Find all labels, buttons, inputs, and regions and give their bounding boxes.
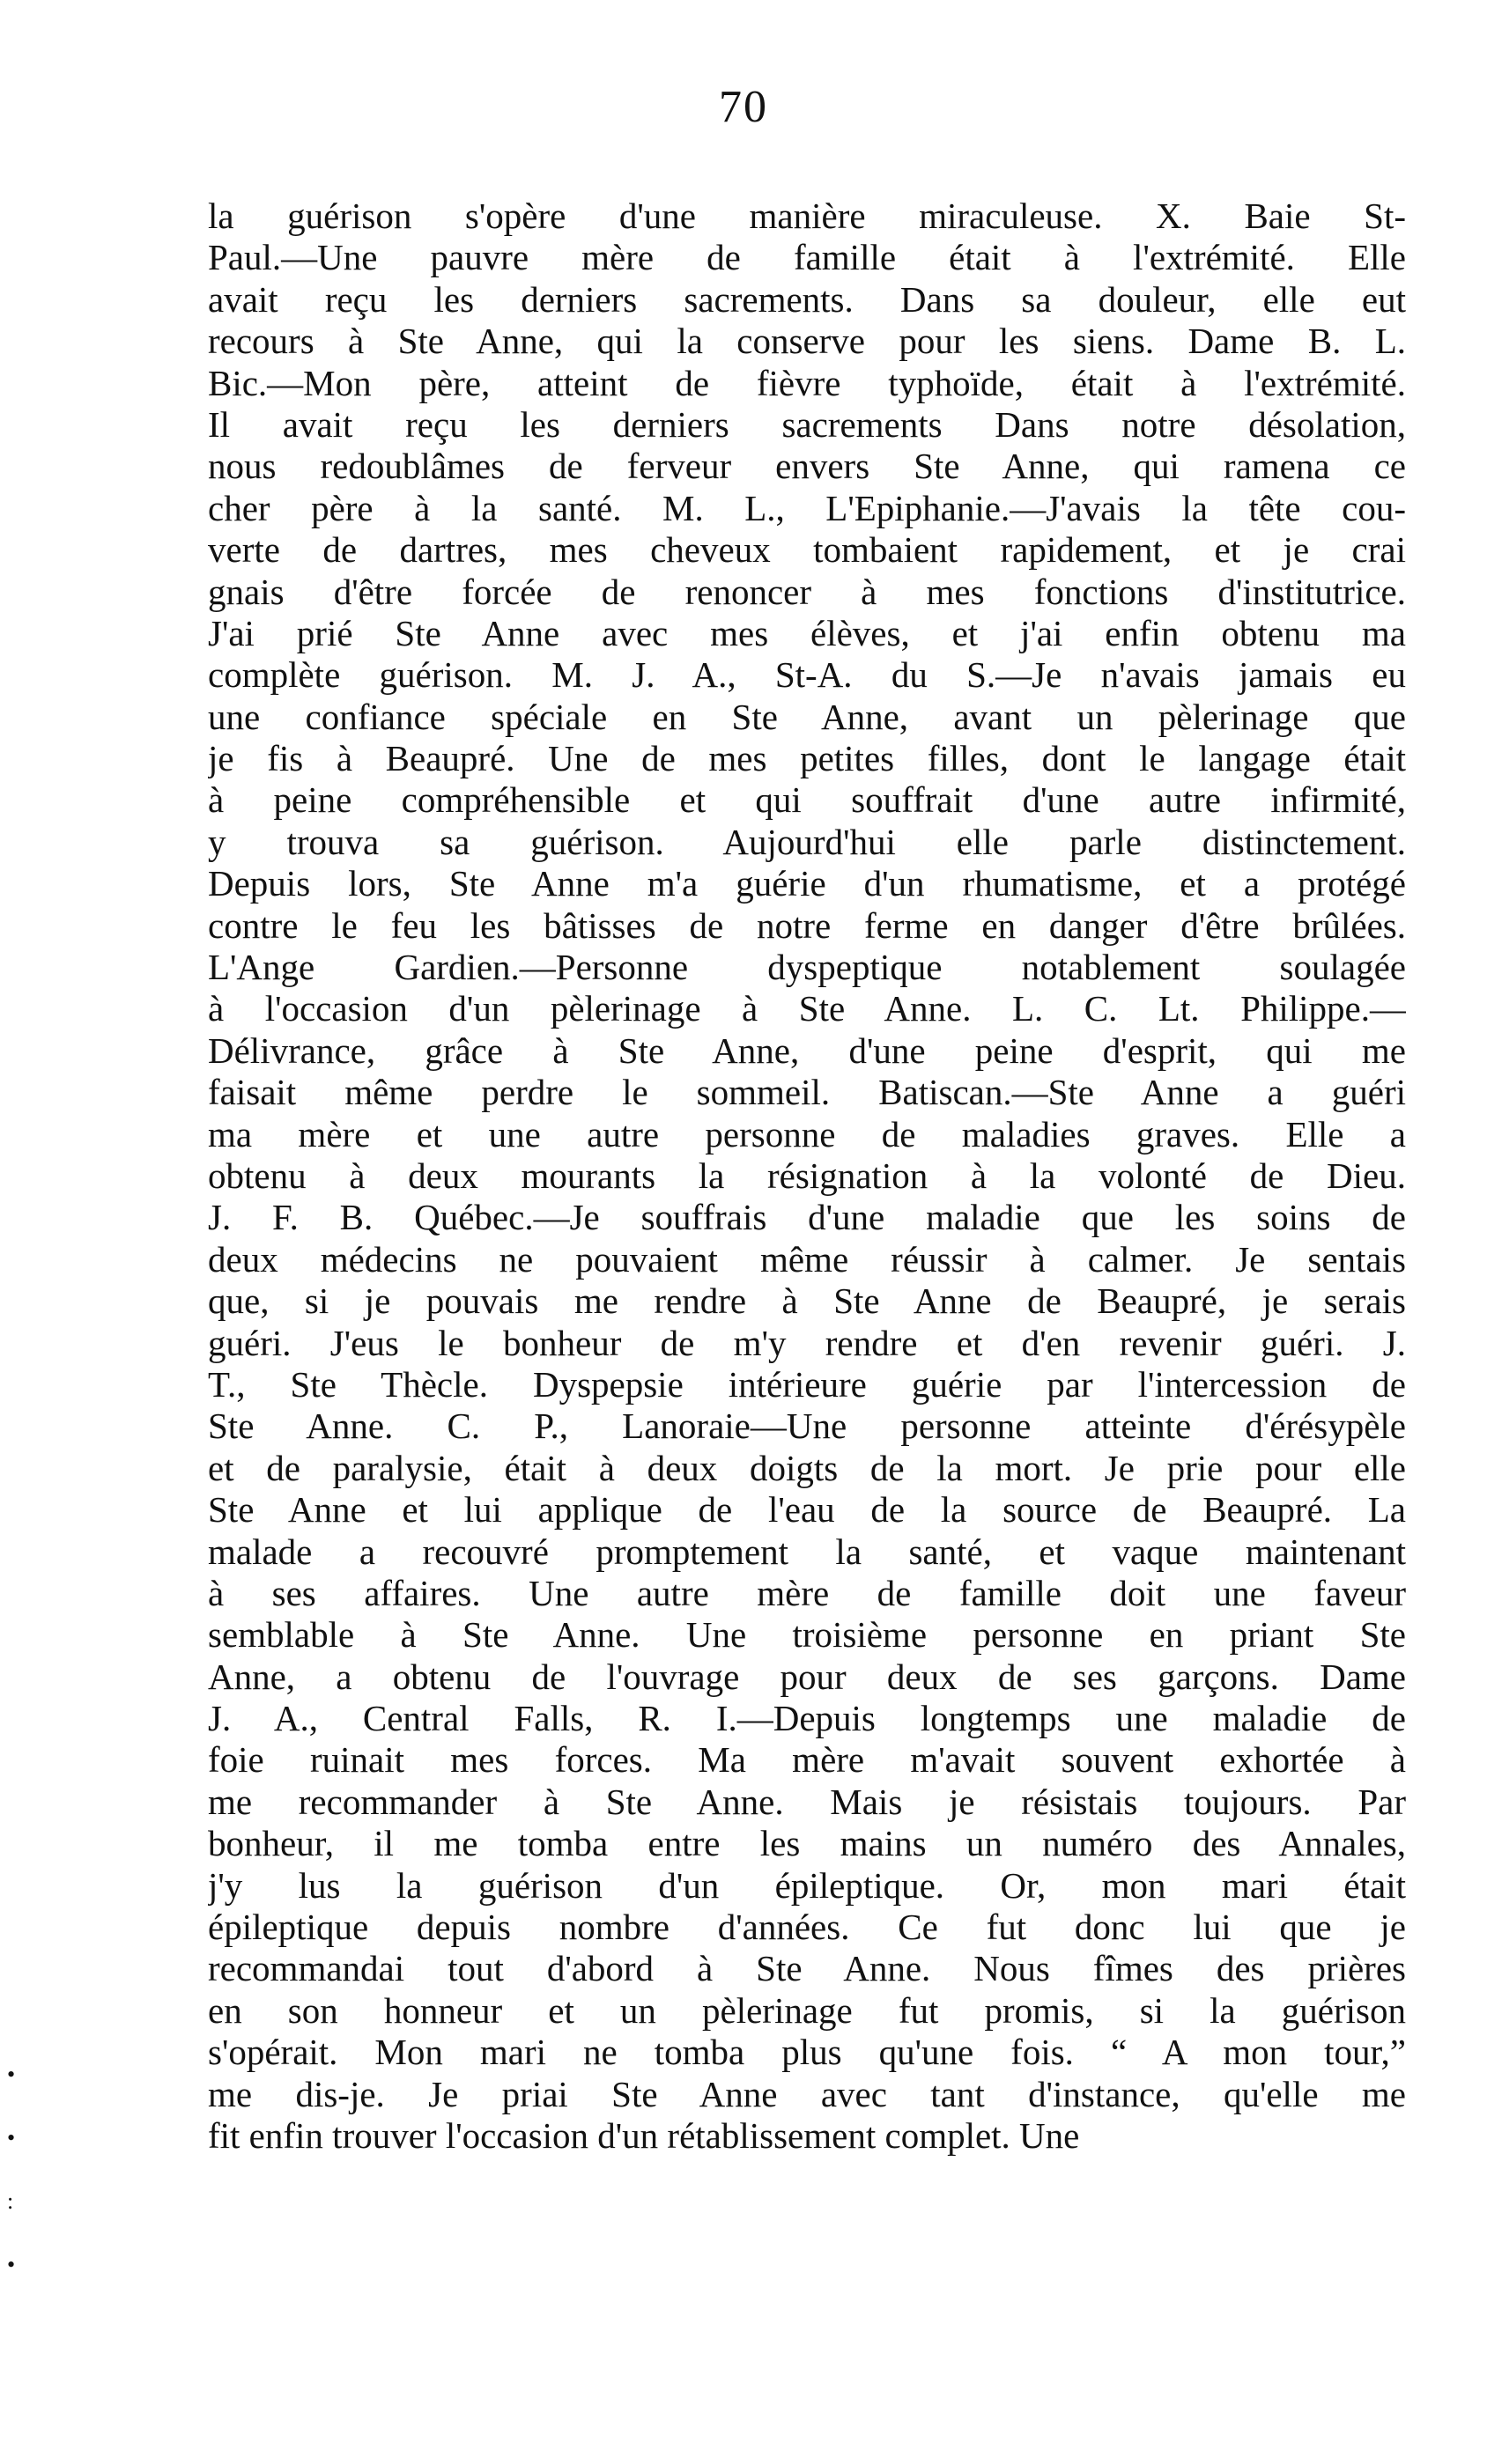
text-line: J'ai prié Ste Anne avec mes élèves, et j'ai enfin obtenu ma	[208, 612, 1406, 653]
text-line: ma mère et une autre personne de maladies graves. Elle a	[208, 1113, 1406, 1155]
text-line: complète guérison. M. J. A., St-A. du S.—Je n'avais jamais eu	[208, 654, 1406, 696]
text-line: T., Ste Thècle. Dyspepsie intérieure guérie par l'intercession de	[208, 1363, 1406, 1405]
text-line: y trouva sa guérison. Aujourd'hui elle parle distinctement.	[208, 821, 1406, 862]
margin-marks	[7, 2043, 33, 2297]
page-number: 70	[719, 82, 768, 132]
text-line: recommandai tout d'abord à Ste Anne. Nous fîmes des prières	[208, 1948, 1406, 1989]
text-line: L'Ange Gardien.—Personne dyspeptique notablement soulagée	[208, 947, 1406, 988]
text-line: épileptique depuis nombre d'années. Ce fut donc lui que je	[208, 1907, 1406, 1948]
text-line: Bic.—Mon père, atteint de fièvre typhoïde, était à l'extrémité.	[208, 362, 1406, 403]
text-line: verte de dartres, mes cheveux tombaient rapidement, et je crai	[208, 529, 1406, 571]
text-line: avait reçu les derniers sacrements. Dans sa douleur, elle eut	[208, 278, 1406, 320]
text-line: en son honneur et un pèlerinage fut promis, si la guérison	[208, 1989, 1406, 2031]
text-line: la guérison s'opère d'une manière miraculeuse. X. Baie St-	[208, 195, 1406, 236]
text-line: et de paralysie, était à deux doigts de la mort. Je prie pour elle	[208, 1447, 1406, 1488]
text-line: gnais d'être forcée de renoncer à mes fonctions d'institutrice.	[208, 571, 1406, 612]
text-line: à ses affaires. Une autre mère de famille doit une faveur	[208, 1572, 1406, 1613]
text-line: bonheur, il me tomba entre les mains un numéro des Annales,	[208, 1823, 1406, 1864]
text-line: à peine compréhensible et qui souffrait d'une autre infirmité,	[208, 779, 1406, 821]
text-line: Ste Anne. C. P., Lanoraie—Une personne atteinte d'érésypèle	[208, 1405, 1406, 1447]
text-line: guéri. J'eus le bonheur de m'y rendre et d'en revenir guéri. J.	[208, 1322, 1406, 1363]
text-line: à l'occasion d'un pèlerinage à Ste Anne. L. C. Lt. Philippe.—	[208, 988, 1406, 1029]
text-line: fit enfin trouver l'occasion d'un rétablissement complet. Une	[208, 2114, 1080, 2156]
text-line: Délivrance, grâce à Ste Anne, d'une peine d'esprit, qui me	[208, 1029, 1406, 1071]
margin-mark: :	[7, 2188, 14, 2214]
text-line: s'opérait. Mon mari ne tomba plus qu'une fois. “ A mon tour,”	[208, 2032, 1406, 2073]
text-line: Paul.—Une pauvre mère de famille était à l'extrémité. Elle	[208, 237, 1406, 278]
text-line: je fis à Beaupré. Une de mes petites filles, dont le langage était	[208, 738, 1406, 779]
text-line: contre le feu les bâtisses de notre ferme en danger d'être brûlées.	[208, 904, 1406, 946]
text-line: faisait même perdre le sommeil. Batiscan.—Ste Anne a guéri	[208, 1072, 1406, 1113]
text-line: Ste Anne et lui applique de l'eau de la source de Beaupré. La	[208, 1489, 1406, 1531]
text-line: J. F. B. Québec.—Je souffrais d'une maladie que les soins de	[208, 1197, 1406, 1238]
text-line: deux médecins ne pouvaient même réussir à calmer. Je sentais	[208, 1238, 1406, 1280]
text-line: me dis-je. Je priai Ste Anne avec tant d'instance, qu'elle me	[208, 2073, 1406, 2114]
text-line: foie ruinait mes forces. Ma mère m'avait souvent exhortée à	[208, 1739, 1406, 1781]
text-line: J. A., Central Falls, R. I.—Depuis longtemps une maladie de	[208, 1698, 1406, 1739]
text-line: j'y lus la guérison d'un épileptique. Or, mon mari était	[208, 1864, 1406, 1906]
text-line: que, si je pouvais me rendre à Ste Anne de Beaupré, je serais	[208, 1280, 1406, 1322]
text-line: Anne, a obtenu de l'ouvrage pour deux de ses garçons. Dame	[208, 1656, 1406, 1697]
text-line: semblable à Ste Anne. Une troisième personne en priant Ste	[208, 1614, 1406, 1656]
text-line: me recommander à Ste Anne. Mais je résistais toujours. Par	[208, 1781, 1406, 1822]
text-line: nous redoublâmes de ferveur envers Ste Anne, qui ramena ce	[208, 446, 1406, 487]
margin-mark: •	[7, 2062, 16, 2087]
text-line: malade a recouvré promptement la santé, et vaque maintenant	[208, 1531, 1406, 1572]
text-line: Depuis lors, Ste Anne m'a guérie d'un rhumatisme, et a protégé	[208, 863, 1406, 904]
text-line: Il avait reçu les derniers sacrements Dans notre désolation,	[208, 403, 1406, 445]
margin-mark: •	[7, 2252, 16, 2277]
text-line: obtenu à deux mourants la résignation à la volonté de Dieu.	[208, 1155, 1406, 1196]
text-line: cher père à la santé. M. L., L'Epiphanie.—J'avais la tête cou-	[208, 487, 1406, 528]
margin-mark: •	[7, 2125, 16, 2150]
text-line: une confiance spéciale en Ste Anne, avant un pèlerinage que	[208, 696, 1406, 737]
body-text	[208, 195, 1406, 2157]
text-line: recours à Ste Anne, qui la conserve pour les siens. Dame B. L.	[208, 321, 1406, 362]
